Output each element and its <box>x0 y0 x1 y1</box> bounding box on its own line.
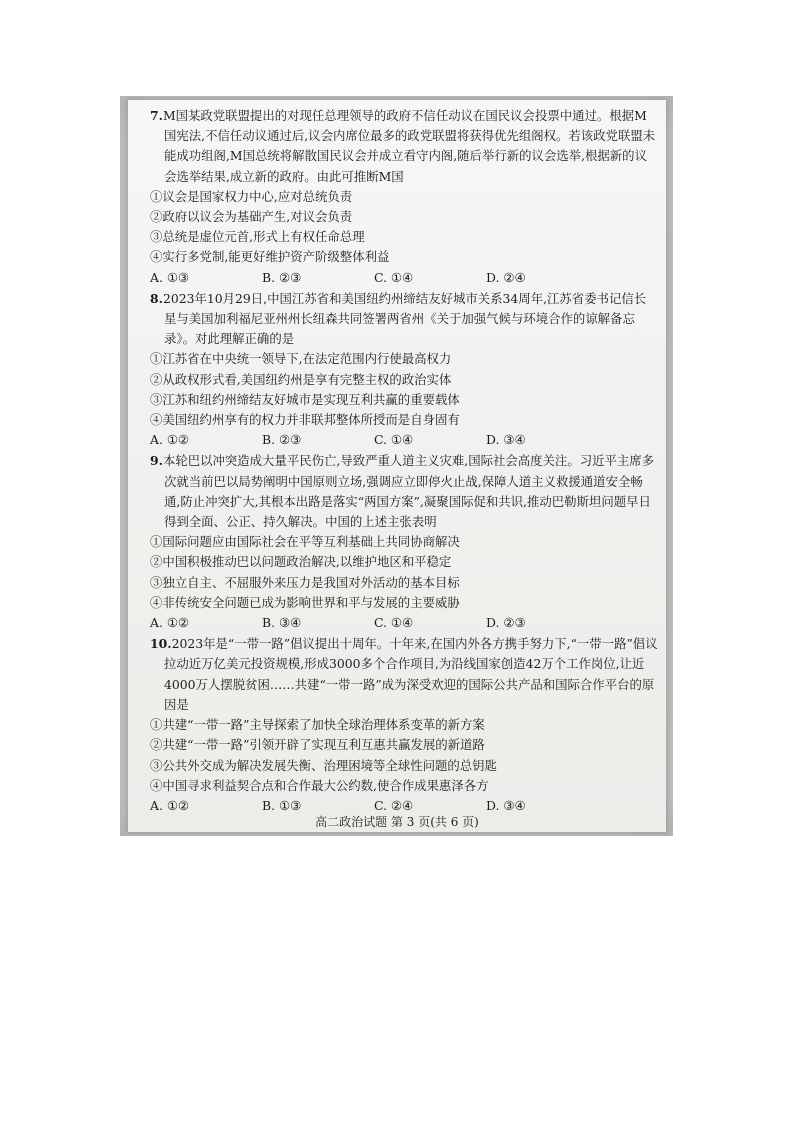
question-number: 9. <box>150 453 163 469</box>
choice-d: D. ②④ <box>486 269 526 285</box>
answer-choices <box>150 613 658 633</box>
question-number: 7. <box>150 108 163 123</box>
choice-a: A. ①② <box>150 797 190 813</box>
choice-a: A. ①② <box>150 432 190 448</box>
document-photo <box>120 96 673 836</box>
question-stem: 2023年是“一带一路”倡议提出十周年。十年来,在国内外各方携手努力下,“一带一路”倡议拉动近万亿美元投资规模,形成3000多个合作项目,为沿线国家创造42万个工作岗位,让近4000万人摆脱贫困……共建“一带一路”成为深受欢迎的国际公共产品和国际合作平台的原因是 <box>164 636 658 712</box>
question-number: 10. <box>150 636 172 652</box>
option-1: ①国际问题应由国际社会在平等互利基础上共同协商解决 <box>150 534 460 550</box>
option-3: ③江苏和纽约州缔结友好城市是实现互利共赢的重要载体 <box>150 391 460 407</box>
question-7 <box>150 106 658 288</box>
answer-choices <box>150 268 658 288</box>
choice-b: B. ②③ <box>262 269 302 285</box>
choice-c: C. ②④ <box>374 797 414 813</box>
question-number: 8. <box>150 290 163 306</box>
question-stem: 本轮巴以冲突造成大量平民伤亡,导致严重人道主义灾难,国际社会高度关注。习近平主席多次就当前巴以局势阐明中国原则立场,强调应立即停火止战,保障人道主义救援通道安全畅通,防止冲突扩大,其根本出路是落实“两国方案”,凝聚国际促和共识,推动巴勒斯坦问题早日得到全面、公正、持久解决。中国的上述主张表明 <box>162 453 655 530</box>
choice-a: A. ①③ <box>150 269 190 285</box>
option-4: ④美国纽约州享有的权力并非联邦整体所授而是自身固有 <box>150 412 460 428</box>
choice-d: D. ③④ <box>486 432 526 448</box>
choice-c: C. ①④ <box>374 432 414 448</box>
exam-content <box>150 106 658 816</box>
choice-d: D. ③④ <box>486 797 526 813</box>
option-2: ②共建“一带一路”引领开辟了实现互利互惠共赢发展的新道路 <box>150 737 485 753</box>
question-10 <box>150 634 658 816</box>
question-9 <box>150 451 658 633</box>
exam-page <box>128 100 666 832</box>
question-stem: M国某政党联盟提出的对现任总理领导的政府不信任动议在国民议会投票中通过。根据M国宪法,不信任动议通过后,议会内席位最多的政党联盟将获得优先组阁权。若该政党联盟未能成功组阁,M国总统将解散国民议会并成立看守内阁,随后举行新的议会选举,根据新的议会选举结果,成立新的政府。由此可推断M国 <box>162 108 656 184</box>
option-1: ①共建“一带一路”主导探索了加快全球治理体系变革的新方案 <box>150 717 485 733</box>
choice-c: C. ①④ <box>374 615 414 631</box>
option-4: ④中国寻求利益契合点和合作最大公约数,使合作成果惠泽各方 <box>150 777 489 793</box>
question-stem: 2023年10月29日,中国江苏省和美国纽约州缔结友好城市关系34周年,江苏省委书记信长星与美国加利福尼亚州州长纽森共同签署两省州《关于加强气候与环境合作的谅解备忘录》。对此理解正确的是 <box>162 290 647 347</box>
option-1: ①议会是国家权力中心,应对总统负责 <box>150 188 353 204</box>
choice-a: A. ①② <box>150 615 190 631</box>
option-4: ④实行多党制,能更好维护资产阶级整体利益 <box>150 249 390 265</box>
choice-b: B. ③④ <box>262 615 302 631</box>
option-3: ③总统是虚位元首,形式上有权任命总理 <box>150 229 365 245</box>
question-8 <box>150 289 658 451</box>
option-3: ③公共外交成为解决发展失衡、治理困境等全球性问题的总钥匙 <box>150 757 497 773</box>
choice-c: C. ①④ <box>374 269 414 285</box>
option-2: ②中国积极推动巴以问题政治解决,以维护地区和平稳定 <box>150 554 452 570</box>
option-3: ③独立自主、不屈服外来压力是我国对外活动的基本目标 <box>150 574 460 590</box>
option-1: ①江苏省在中央统一领导下,在法定范围内行使最高权力 <box>150 351 452 367</box>
choice-b: B. ①③ <box>262 797 302 813</box>
choice-d: D. ②③ <box>486 615 526 631</box>
answer-choices <box>150 430 658 450</box>
option-2: ②从政权形式看,美国纽约州是享有完整主权的政治实体 <box>150 371 452 387</box>
option-2: ②政府以议会为基础产生,对议会负责 <box>150 209 353 225</box>
page-footer: 高二政治试题 第 3 页(共 6 页) <box>315 815 479 829</box>
choice-b: B. ②③ <box>262 432 302 448</box>
option-4: ④非传统安全问题已成为影响世界和平与发展的主要威胁 <box>150 594 460 610</box>
